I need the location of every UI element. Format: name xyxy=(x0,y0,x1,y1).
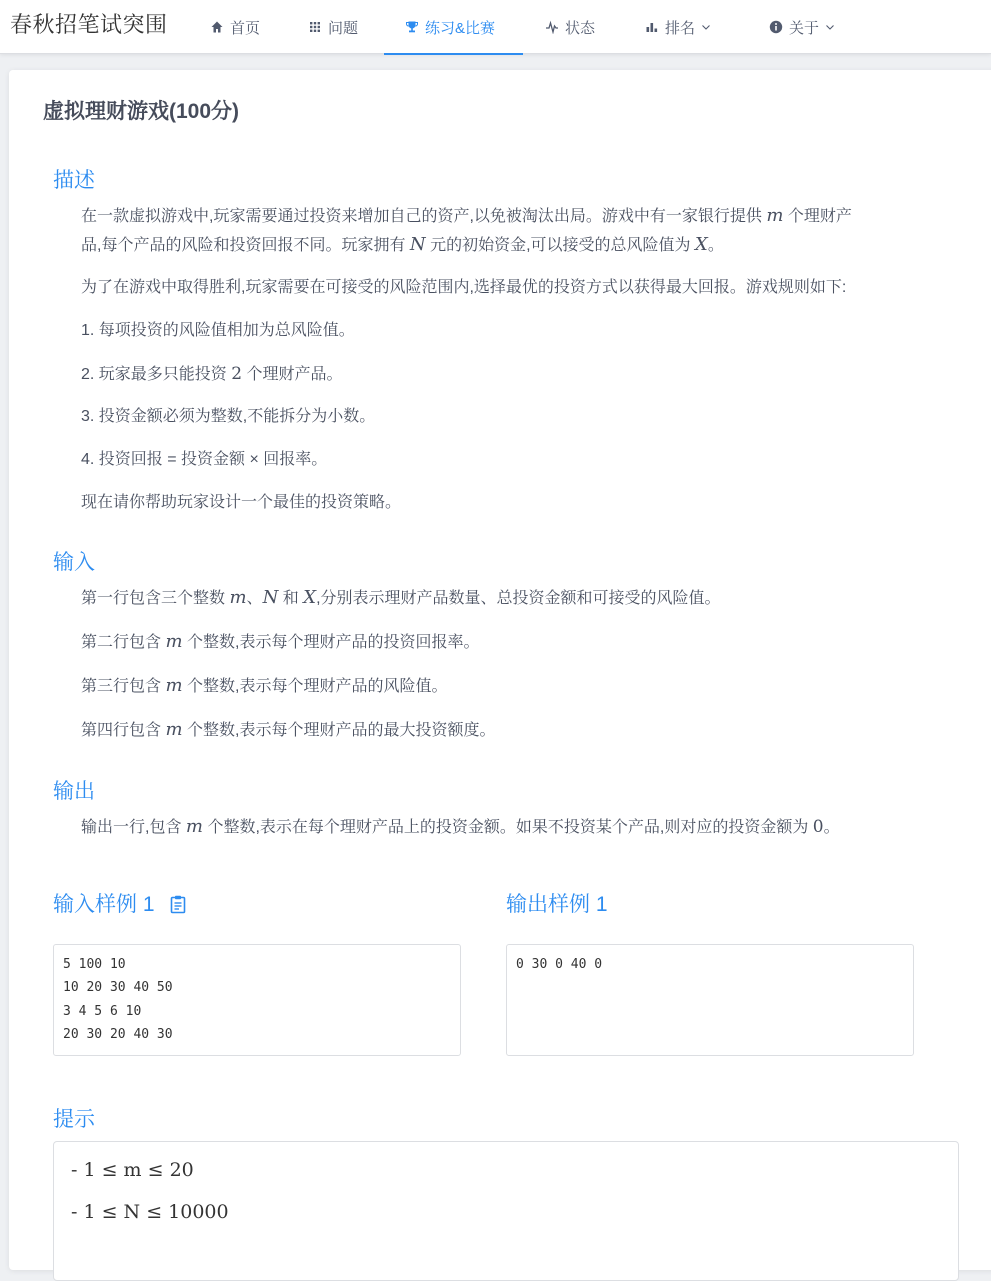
description-paragraph-1 xyxy=(81,202,941,260)
input-text: 第三行包含 xyxy=(81,678,162,695)
nav-home[interactable] xyxy=(210,0,260,54)
rule-4: 4. 投资回报 = 投资金额 × 回报率。 xyxy=(81,451,328,468)
sample-input-title-text: 输入样例 1 xyxy=(53,893,155,916)
input-text: 个整数,表示每个理财产品的投资回报率。 xyxy=(187,634,480,651)
math-x: X xyxy=(303,587,317,608)
math-2: 2 xyxy=(231,364,243,384)
math-n: N xyxy=(262,587,279,608)
rule-text: 2. 玩家最多只能投资 xyxy=(81,366,227,383)
site-title[interactable]: 春秋招笔试突围 xyxy=(10,13,168,38)
math-0: 0 xyxy=(812,817,824,837)
input-text: 第二行包含 xyxy=(81,634,162,651)
math-m: m xyxy=(165,631,183,652)
description-last: 现在请你帮助玩家设计一个最佳的投资策略。 xyxy=(81,494,402,511)
sample-input-title xyxy=(53,888,186,918)
nav-problems[interactable] xyxy=(308,0,358,54)
sample-input-line: 20 30 20 40 30 xyxy=(63,1026,173,1042)
math-m: m xyxy=(185,816,203,837)
input-text: 个整数,表示每个理财产品的最大投资额度。 xyxy=(187,722,496,739)
math-m: m xyxy=(165,719,183,740)
nav-rank-label: 排名 xyxy=(665,19,696,37)
home-icon xyxy=(210,20,224,34)
hint-line-2: - 1 ≤ N ≤ 10000 xyxy=(71,1201,229,1223)
rule-1: 1. 每项投资的风险值相加为总风险值。 xyxy=(81,322,355,339)
math-m: m xyxy=(165,675,183,696)
input-line-2 xyxy=(81,628,941,657)
input-line-3 xyxy=(81,672,941,701)
sample-input-line: 5 100 10 xyxy=(63,957,126,972)
desc-text: 。 xyxy=(707,237,724,254)
sample-output-title: 输出样例 1 xyxy=(506,893,608,916)
rule-text: 个理财产品。 xyxy=(246,366,343,383)
desc-text: 在一款虚拟游戏中,玩家需要通过投资来增加自己的资产,以免被淘汰出局。游戏中有一家银行提供 xyxy=(81,208,762,225)
input-text: 个整数,表示每个理财产品的风险值。 xyxy=(187,678,448,695)
input-title: 输入 xyxy=(53,551,95,574)
math-m: m xyxy=(766,205,784,226)
input-text: ,分别表示理财产品数量、总投资金额和可接受的风险值。 xyxy=(316,590,721,607)
sample-output-box[interactable] xyxy=(506,944,914,1056)
math-x: X xyxy=(695,234,708,255)
sample-input-line: 3 4 5 6 10 xyxy=(63,1003,142,1019)
input-line-4 xyxy=(81,716,941,745)
desc-text: 品,每个产品的风险和投资回报不同。玩家拥有 xyxy=(81,237,406,254)
nav-status[interactable] xyxy=(545,0,595,54)
sample-input-line: 10 20 30 40 50 xyxy=(63,980,173,996)
nav-contest[interactable] xyxy=(384,0,523,54)
math-n: N xyxy=(409,234,426,255)
sample-input-box[interactable] xyxy=(53,944,461,1056)
output-text: 。 xyxy=(823,819,840,836)
math-m: m xyxy=(229,587,247,608)
hint-line-1: - 1 ≤ m ≤ 20 xyxy=(71,1159,194,1181)
top-navbar xyxy=(0,0,991,54)
output-title: 输出 xyxy=(53,780,95,803)
input-text: 、 xyxy=(246,590,263,607)
input-text: 第一行包含三个整数 xyxy=(81,590,226,607)
nav-contest-label: 练习&比赛 xyxy=(425,19,496,37)
nav-home-label: 首页 xyxy=(230,19,261,37)
output-text: 输出一行,包含 xyxy=(81,819,182,836)
desc-text: 个理财产 xyxy=(787,208,852,225)
chevron-down-icon xyxy=(825,22,835,32)
hint-title: 提示 xyxy=(53,1108,95,1131)
hint-box xyxy=(53,1141,959,1281)
nav-status-label: 状态 xyxy=(565,19,596,37)
info-icon xyxy=(769,20,783,34)
rule-2 xyxy=(81,360,941,389)
pulse-icon xyxy=(545,20,559,34)
desc-text: 元的初始资金,可以接受的总风险值为 xyxy=(430,237,691,254)
bar-chart-icon xyxy=(645,20,659,34)
clipboard-icon[interactable] xyxy=(170,895,186,914)
input-text: 和 xyxy=(282,590,299,607)
nav-about-label: 关于 xyxy=(789,19,820,37)
sample-output-line: 0 30 0 40 0 xyxy=(516,957,603,972)
input-line-1 xyxy=(81,584,941,613)
problem-panel xyxy=(9,70,991,1270)
trophy-icon xyxy=(405,20,419,34)
nav-about[interactable] xyxy=(769,0,835,54)
nav-problems-label: 问题 xyxy=(328,19,359,37)
output-line xyxy=(81,813,941,842)
description-title: 描述 xyxy=(53,169,95,192)
output-text: 个整数,表示在每个理财产品上的投资金额。如果不投资某个产品,则对应的投资金额为 xyxy=(207,819,809,836)
nav-rank[interactable] xyxy=(645,0,711,54)
grid-icon xyxy=(308,20,322,34)
problem-title: 虚拟理财游戏(100分) xyxy=(43,100,240,123)
rule-3: 3. 投资金额必须为整数,不能拆分为小数。 xyxy=(81,408,376,425)
chevron-down-icon xyxy=(701,22,711,32)
input-text: 第四行包含 xyxy=(81,722,162,739)
description-paragraph-2: 为了在游戏中取得胜利,玩家需要在可接受的风险范围内,选择最优的投资方式以获得最大回报。游戏规则如下: xyxy=(81,279,847,296)
